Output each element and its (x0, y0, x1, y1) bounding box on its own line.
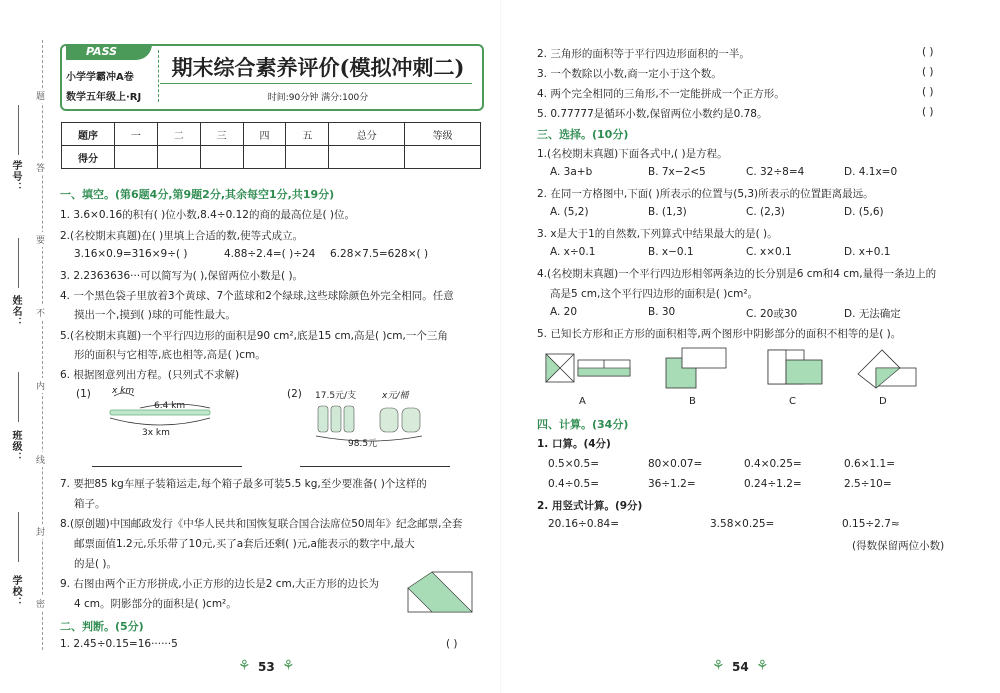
choice-q3: 3. x是大于1的自然数,下列算式中结果最大的是( )。 (537, 228, 778, 240)
c5-figure-c[interactable] (766, 346, 826, 390)
fill-q7-line1: 7. 要把85 kg车厘子装箱运走,每个箱子最多可装5.5 kg,至少要准备( )个这样的 (60, 478, 427, 490)
vertical-item[interactable]: 20.16÷0.84= (548, 518, 620, 530)
q6-64-km: 6.4 km (154, 401, 186, 411)
q6-answer-line-1[interactable] (92, 466, 242, 467)
c5-figure-a[interactable] (544, 350, 634, 386)
score-input-cell[interactable] (157, 146, 200, 169)
sprout-icon: ⚘ (712, 658, 725, 674)
pass-logo: PASS (66, 44, 152, 60)
vertical-item[interactable]: 0.15÷2.7≈ (842, 518, 900, 530)
fill-q9-line1: 9. 右图由两个正方形拼成,小正方形的边长是2 cm,大正方形的边长为 (60, 578, 380, 590)
gutter-char: 题 (36, 88, 45, 103)
oral-calc-title: 1. 口算。(4分) (537, 438, 611, 450)
fill-q7-line2: 箱子。 (74, 498, 106, 510)
section-calc-title: 四、计算。(34分) (537, 418, 629, 431)
choice-q4-option-d[interactable]: D. 无法确定 (844, 308, 901, 320)
q6-total: 98.5元 (348, 439, 378, 449)
judge-q5: 5. 0.77777是循环小数,保留两位小数约是0.78。 (537, 108, 768, 120)
gutter-char: 内 (36, 378, 45, 393)
judge-q3: 3. 一个数除以小数,商一定小于这个数。 (537, 68, 722, 80)
fill-q6: 6. 根据图意列出方程。(只列式不求解) (60, 369, 240, 381)
gutter-label-class: 班级： (10, 430, 21, 463)
score-cell: 总分 (329, 123, 405, 146)
judge-q1: 1. 2.45÷0.15=16······5 (60, 638, 178, 650)
score-input-cell[interactable] (329, 146, 405, 169)
judge-answer-4[interactable]: ( ) (922, 86, 934, 98)
c5-label-c: C (789, 396, 796, 407)
judge-answer-1[interactable]: ( ) (446, 638, 458, 650)
oral-item[interactable]: 0.24÷1.2= (744, 478, 802, 490)
gutter-blank-line (18, 372, 20, 422)
q6-sub2-label: (2) (287, 388, 302, 400)
judge-answer-2[interactable]: ( ) (922, 46, 934, 58)
q6-x-km: x km (112, 386, 135, 396)
score-input-cell[interactable] (286, 146, 329, 169)
q6-answer-line-2[interactable] (300, 466, 450, 467)
score-input-cell[interactable] (115, 146, 158, 169)
title-rule (160, 83, 472, 84)
score-input-cell[interactable] (243, 146, 286, 169)
q6-3x-km: 3x km (142, 428, 170, 438)
section-choice-title: 三、选择。(10分) (537, 128, 629, 141)
section-fill-title: 一、填空。(第6题4分,第9题2分,其余每空1分,共19分) (60, 188, 335, 201)
choice-q1: 1.(名校期末真题)下面各式中,( )是方程。 (537, 148, 728, 160)
vertical-item[interactable]: 3.58×0.25= (710, 518, 775, 530)
choice-q2: 2. 在同一方格图中,下面( )所表示的位置与(5,3)所表示的位置距离最远。 (537, 188, 874, 200)
choice-q3-option-c[interactable]: C. x×0.1 (746, 246, 792, 258)
choice-q3-option-b[interactable]: B. x−0.1 (648, 246, 694, 258)
oral-item[interactable]: 0.4×0.25= (744, 458, 802, 470)
choice-q1-option-a[interactable]: A. 3a+b (550, 166, 593, 178)
score-cell: 三 (200, 123, 243, 146)
page-fold (500, 0, 501, 693)
vertical-calc-title: 2. 用竖式计算。(9分) (537, 500, 643, 512)
gutter-char: 要 (36, 232, 45, 247)
gutter-char: 不 (36, 305, 45, 320)
score-row-label: 得分 (62, 146, 115, 169)
judge-answer-3[interactable]: ( ) (922, 66, 934, 78)
gutter-char: 答 (36, 160, 45, 175)
fill-q2b: 4.88÷2.4=( )÷24 (224, 248, 316, 260)
vertical-note: (得数保留两位小数) (852, 540, 945, 552)
choice-q4-line2: 高是5 cm,这个平行四边形的面积是( )cm²。 (550, 288, 759, 300)
page-number-right: 54 (732, 660, 749, 674)
score-input-cell[interactable] (200, 146, 243, 169)
series-name: 小学学霸冲A卷 (66, 72, 134, 83)
oral-item[interactable]: 0.5×0.5= (548, 458, 599, 470)
q6-price-bucket: x元/桶 (382, 391, 409, 401)
q6-sub1-label: (1) (76, 388, 91, 400)
choice-q4-option-b[interactable]: B. 30 (648, 306, 676, 318)
c5-label-a: A (579, 396, 586, 407)
sprout-icon: ⚘ (756, 658, 769, 674)
score-cell: 题序 (62, 123, 115, 146)
score-header-row (62, 123, 481, 146)
exam-info: 时间:90分钟 满分:100分 (267, 93, 369, 103)
judge-answer-5[interactable]: ( ) (922, 106, 934, 118)
section-judge-title: 二、判断。(5分) (60, 620, 144, 633)
sprout-icon: ⚘ (282, 658, 295, 674)
fill-q4-line1: 4. 一个黑色袋子里放着3个黄球、7个蓝球和2个绿球,这些球除颜色外完全相同。任意 (60, 290, 454, 302)
gutter-blank-line (18, 512, 20, 562)
fill-q4-line2: 摸出一个,摸到( )球的可能性最大。 (74, 309, 236, 321)
choice-q3-option-d[interactable]: D. x+0.1 (844, 246, 891, 258)
score-cell: 等级 (405, 123, 481, 146)
fill-q9-line2: 4 cm。阴影部分的面积是( )cm²。 (74, 598, 237, 610)
choice-q4-option-c[interactable]: C. 20或30 (746, 308, 798, 320)
c5-label-b: B (689, 396, 696, 407)
gutter-char: 封 (36, 524, 45, 539)
sprout-icon: ⚘ (238, 658, 251, 674)
gutter-blank-line (18, 105, 20, 155)
fill-q2: 2.(名校期末真题)在( )里填上合适的数,使等式成立。 (60, 230, 304, 242)
gutter-label-school: 学校： (10, 575, 21, 608)
fill-q3: 3. 2.2363636···可以简写为( ),保留两位小数是( )。 (60, 270, 304, 282)
choice-q2-option-d[interactable]: D. (5,6) (844, 206, 884, 218)
fill-q5-line1: 5.(名校期末真题)一个平行四边形的面积是90 cm²,底是15 cm,高是( )cm,一个三角 (60, 330, 448, 342)
score-cell: 四 (243, 123, 286, 146)
oral-item[interactable]: 80×0.07= (648, 458, 703, 470)
oral-item[interactable]: 0.6×1.1= (844, 458, 895, 470)
choice-q2-option-a[interactable]: A. (5,2) (550, 206, 589, 218)
judge-q4: 4. 两个完全相同的三角形,不一定能拼成一个正方形。 (537, 88, 785, 100)
choice-q2-option-c[interactable]: C. (2,3) (746, 206, 785, 218)
c5-figure-b[interactable] (662, 344, 732, 390)
fill-q8-line1: 8.(原创题)中国邮政发行《中华人民共和国恢复联合国合法席位50周年》纪念邮票,全套 (60, 518, 463, 530)
choice-q4-option-a[interactable]: A. 20 (550, 306, 578, 318)
fill-q8-line3: 的是( )。 (74, 558, 118, 570)
score-cell: 五 (286, 123, 329, 146)
choice-q5: 5. 已知长方形和正方形的面积相等,两个图形中阴影部分的面积不相等的是( )。 (537, 328, 902, 340)
judge-q2: 2. 三角形的面积等于平行四边形面积的一半。 (537, 48, 750, 60)
q9-squares-figure (404, 570, 484, 616)
grade-label: 数学五年级上·RJ (66, 92, 142, 103)
oral-item[interactable]: 36÷1.2= (648, 478, 696, 490)
binding-line (42, 40, 44, 650)
score-input-cell[interactable] (405, 146, 481, 169)
page-title: 期末综合素养评价(模拟冲刺二) (171, 55, 465, 80)
c5-figure-d[interactable] (852, 344, 922, 390)
choice-q1-option-d[interactable]: D. 4.1x=0 (844, 166, 898, 178)
c5-label-d: D (879, 396, 887, 407)
gutter-char: 密 (36, 596, 45, 611)
gutter-label-student-id: 学号： (10, 160, 21, 193)
gutter-char: 线 (36, 452, 45, 467)
fill-q1: 1. 3.6×0.16的积有( )位小数,8.4÷0.12的商的最高位是( )位。 (60, 209, 356, 221)
score-cell: 一 (115, 123, 158, 146)
choice-q2-option-b[interactable]: B. (1,3) (648, 206, 687, 218)
score-value-row (62, 146, 481, 169)
fill-q2c: 6.28×7.5=628×( ) (330, 248, 429, 260)
choice-q4-line1: 4.(名校期末真题)一个平行四边形相邻两条边的长分别是6 cm和4 cm,量得一条边上的 (537, 268, 937, 280)
gutter-label-name: 姓名： (10, 295, 21, 328)
choice-q3-option-a[interactable]: A. x÷0.1 (550, 246, 596, 258)
q6-price-stick: 17.5元/支 (315, 391, 357, 401)
fill-q5-line2: 形的面积与它相等,底也相等,高是( )cm。 (74, 349, 266, 361)
gutter-blank-line (18, 238, 20, 288)
score-cell: 二 (157, 123, 200, 146)
oral-item[interactable]: 2.5÷10= (844, 478, 892, 490)
oral-item[interactable]: 0.4÷0.5= (548, 478, 599, 490)
header-divider (158, 50, 159, 102)
choice-q1-option-b[interactable]: B. 7x−2<5 (648, 166, 706, 178)
score-table (61, 122, 481, 169)
fill-q8-line2: 邮票面值1.2元,乐乐带了10元,买了a套后还剩( )元,a能表示的数字中,最大 (74, 538, 415, 550)
fill-q2a: 3.16×0.9=316×9÷( ) (74, 248, 188, 260)
choice-q1-option-c[interactable]: C. 32÷8=4 (746, 166, 805, 178)
page-number-left: 53 (258, 660, 275, 674)
